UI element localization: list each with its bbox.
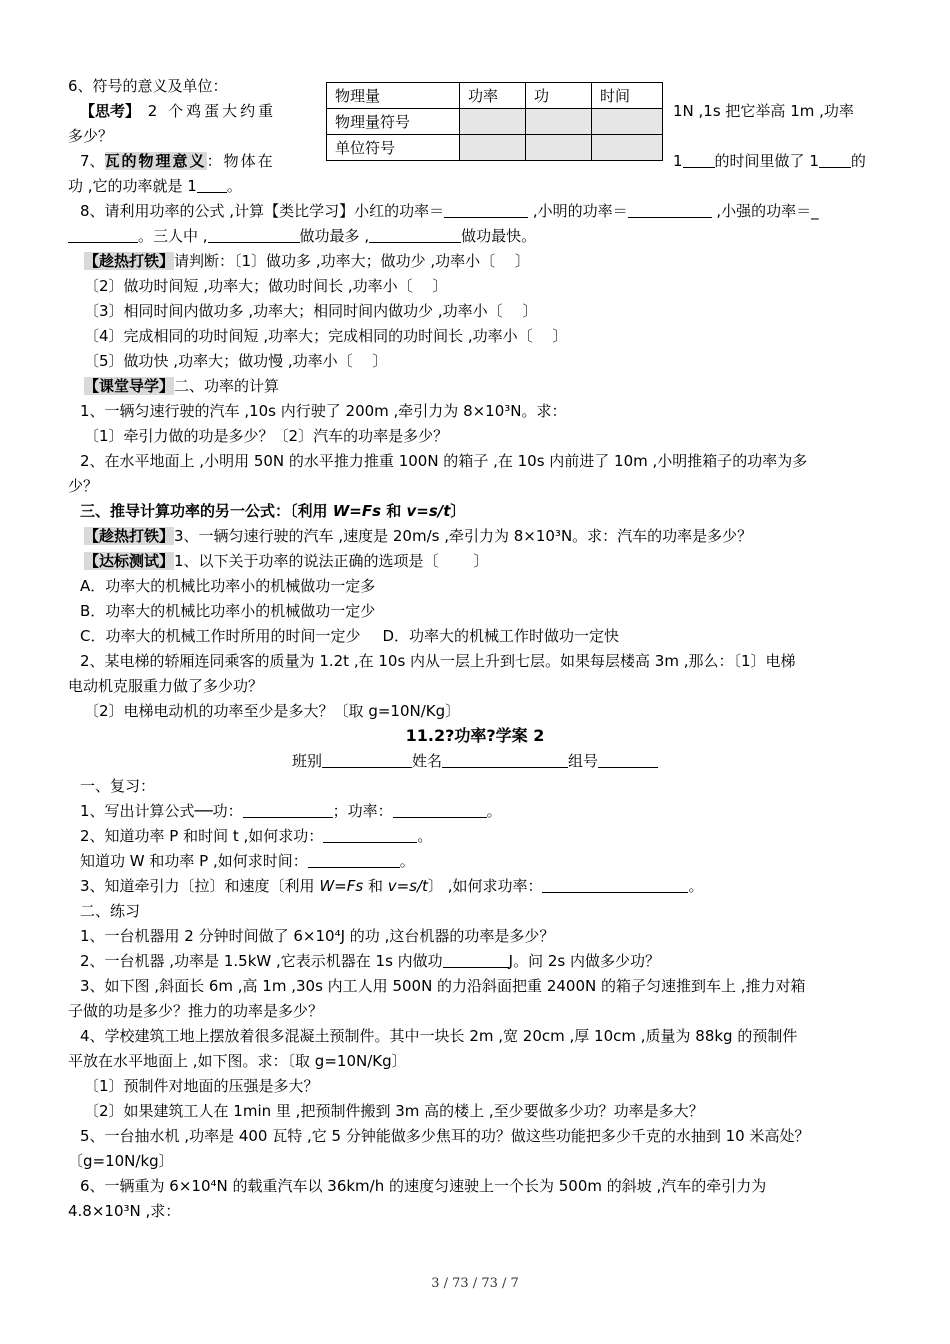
plan2-info-line: 班别 姓名 组号 xyxy=(0,751,950,771)
fill-blank[interactable] xyxy=(819,151,851,168)
practice-q4-line1: 4、学校建筑工地上摆放着很多混凝土预制件。其中一块长 2m ,宽 20cm ,厚 10cm ,质量为 88kg 的预制件 xyxy=(80,1027,798,1045)
name-field[interactable] xyxy=(442,751,568,768)
test-q2-line1: 2、某电梯的轿厢连同乘客的质量为 1.2t ,在 10s 内从一层上升到七层。如果每层楼高 3m ,那么：〔1〕电梯 xyxy=(80,652,796,670)
practice-q6-line1: 6、一辆重为 6×10⁴N 的载重汽车以 36km/h 的速度匀速驶上一个长为 500m 的斜坡 ,汽车的牵引力为 xyxy=(80,1177,767,1195)
practice-q5-line1: 5、一台抽水机 ,功率是 400 瓦特 ,它 5 分钟能做多少焦耳的功？做这些功能把多少千克的水抽到 10 米高处？ xyxy=(80,1127,810,1145)
fill-blank[interactable] xyxy=(628,201,712,218)
fill-blank[interactable] xyxy=(444,201,528,218)
table-cell-empty xyxy=(460,109,526,135)
think-label: 【思考】 xyxy=(80,102,141,120)
table-cell: 物理量符号 xyxy=(327,109,460,135)
page-footer: 3 / 73 / 73 / 7 xyxy=(431,1276,519,1291)
fill-blank[interactable] xyxy=(542,876,688,893)
table-row xyxy=(327,109,663,135)
fill-blank[interactable] xyxy=(208,226,300,243)
practice-q6-line2: 4.8×10³N ,求： xyxy=(68,1202,181,1220)
judge-q3: 〔3〕相同时间内做功多 ,功率大；相同时间内做功少 ,功率小〔 〕 xyxy=(84,302,538,320)
table-cell: 功 xyxy=(526,83,592,109)
hot-iron-label: 【趁热打铁】 xyxy=(84,252,175,270)
practice-q5-line2: 〔g=10N/kg〕 xyxy=(68,1152,174,1170)
judge-q5: 〔5〕做功快 ,功率大；做功慢 ,功率小〔 〕 xyxy=(84,352,388,370)
review-q1: 1、写出计算公式──功： ；功率： 。 xyxy=(80,802,502,820)
test-q1: 【达标测试】1、以下关于功率的说法正确的选项是〔 〕 xyxy=(84,552,489,570)
group-field[interactable] xyxy=(598,751,658,768)
fill-blank[interactable] xyxy=(308,851,400,868)
practice-q3-line2: 子做的功是多少？推力的功率是多少？ xyxy=(68,1002,324,1020)
section-6-line2-right: 1N ,1s 把它举高 1m ,功率 xyxy=(673,102,854,120)
plan2-title: 11.2?功率?学案 2 xyxy=(405,726,545,745)
section-6-line1: 6、符号的意义及单位： xyxy=(68,77,228,95)
fill-blank[interactable] xyxy=(323,826,417,843)
test-option-a: A．功率大的机械比功率小的机械做功一定多 xyxy=(80,577,376,595)
practice-q4-sub1: 〔1〕预制件对地面的压强是多大？ xyxy=(84,1077,319,1095)
derive-heading: 三、推导计算功率的另一公式：〔利用 W=Fs 和 v=s/t〕 xyxy=(80,502,466,520)
fill-blank[interactable] xyxy=(393,801,487,818)
judge-q1: 【趁热打铁】请判断：〔1〕做功多 ,功率大；做功少 ,功率小〔 〕 xyxy=(84,252,530,270)
review-q2b: 知道功 W 和功率 P ,如何求时间： 。 xyxy=(80,852,415,870)
section-7-line1: 7、瓦的物理意义：物体在 xyxy=(80,152,275,170)
watt-meaning-label: 瓦的物理意义 xyxy=(104,152,207,170)
fill-blank[interactable] xyxy=(197,176,227,193)
section-6-line2: 【思考】 2 个鸡蛋大约重 xyxy=(80,102,277,120)
practice-q4-line2: 平放在水平地面上 ,如下图。求：〔取 g=10N/Kg〕 xyxy=(68,1052,407,1070)
table-cell-empty xyxy=(592,109,663,135)
practice-q2: 2、一台机器 ,功率是 1.5kW ,它表示机器在 1s 内做功 J。问 2s 内做多少功？ xyxy=(80,952,660,970)
section-7-line1-right: 1 的时间里做了 1 的 xyxy=(673,152,866,170)
table-cell: 功率 xyxy=(460,83,526,109)
fill-blank[interactable] xyxy=(243,801,333,818)
class-field[interactable] xyxy=(322,751,412,768)
table-cell: 单位符号 xyxy=(327,135,460,161)
fill-blank[interactable] xyxy=(68,226,138,243)
hot-iron-label: 【趁热打铁】 xyxy=(84,527,175,545)
guide-problem-1: 1、一辆匀速行驶的汽车 ,10s 内行驶了 200m ,牵引力为 8×10³N。求： xyxy=(80,402,567,420)
judge-q4: 〔4〕完成相同的功时间短 ,功率大；完成相同的功时间长 ,功率小〔 〕 xyxy=(84,327,568,345)
practice-q1: 1、一台机器用 2 分钟时间做了 6×10⁴J 的功 ,这台机器的功率是多少？ xyxy=(80,927,555,945)
section-6-line3: 多少？ xyxy=(68,127,114,145)
hot-iron-problem-3: 【趁热打铁】3、一辆匀速行驶的汽车 ,速度是 20m/s ,牵引力为 8×10³N。求：汽车的功率是多少？ xyxy=(84,527,753,545)
test-q2-line3: 〔2〕电梯电动机的功率至少是多大？〔取 g=10N/Kg〕 xyxy=(84,702,461,720)
physical-quantity-table xyxy=(326,82,663,161)
practice-q3-line1: 3、如下图 ,斜面长 6m ,高 1m ,30s 内工人用 500N 的力沿斜面把重 2400N 的箱子匀速推到车上 ,推力对箱 xyxy=(80,977,806,995)
section-8-line1: 8、请利用功率的公式 ,计算【类比学习】小红的功率＝ ,小明的功率＝ ,小强的功率＝_ xyxy=(80,202,819,220)
table-cell: 物理量 xyxy=(327,83,460,109)
classroom-guide-heading: 【课堂导学】二、功率的计算 xyxy=(84,377,280,395)
practice-heading: 二、练习 xyxy=(80,902,141,920)
guide-problem-1-questions: 〔1〕牵引力做的功是多少？〔2〕汽车的功率是多少？ xyxy=(84,427,449,445)
section-8-line2: 。三人中 , 做功最多 , 做功最快。 xyxy=(68,226,888,246)
guide-problem-2-line1: 2、在水平地面上 ,小明用 50N 的水平推力推重 100N 的箱子 ,在 10s 内前进了 10m ,小明推箱子的功率为多 xyxy=(80,452,808,470)
practice-q4-sub2: 〔2〕如果建筑工人在 1min 里 ,把预制件搬到 3m 高的楼上 ,至少要做多少功？功率是多大？ xyxy=(84,1102,704,1120)
test-option-b: B．功率大的机械比功率小的机械做功一定少 xyxy=(80,602,376,620)
classroom-guide-label: 【课堂导学】 xyxy=(84,377,175,395)
fill-blank[interactable] xyxy=(443,951,509,968)
test-option-c-d: C．功率大的机械工作时所用的时间一定少 D．功率大的机械工作时做功一定快 xyxy=(80,627,620,645)
guide-problem-2-line2: 少？ xyxy=(68,477,99,495)
fill-blank[interactable] xyxy=(369,226,461,243)
table-cell-empty xyxy=(526,109,592,135)
judge-q2: 〔2〕做功时间短 ,功率大；做功时间长 ,功率小〔 〕 xyxy=(84,277,448,295)
table-row xyxy=(327,83,663,109)
test-q2-line2: 电动机克服重力做了多少功？ xyxy=(68,677,264,695)
standard-test-label: 【达标测试】 xyxy=(84,552,175,570)
fill-blank[interactable] xyxy=(683,151,715,168)
section-7-line2: 功 ,它的功率就是 1 。 xyxy=(68,177,242,195)
review-heading: 一、复习： xyxy=(80,777,156,795)
review-q2: 2、知道功率 P 和时间 t ,如何求功： 。 xyxy=(80,827,433,845)
review-q3: 3、知道牵引力〔拉〕和速度〔利用 W=Fs 和 v=s/t〕 ,如何求功率： 。 xyxy=(80,877,704,895)
table-cell: 时间 xyxy=(592,83,663,109)
